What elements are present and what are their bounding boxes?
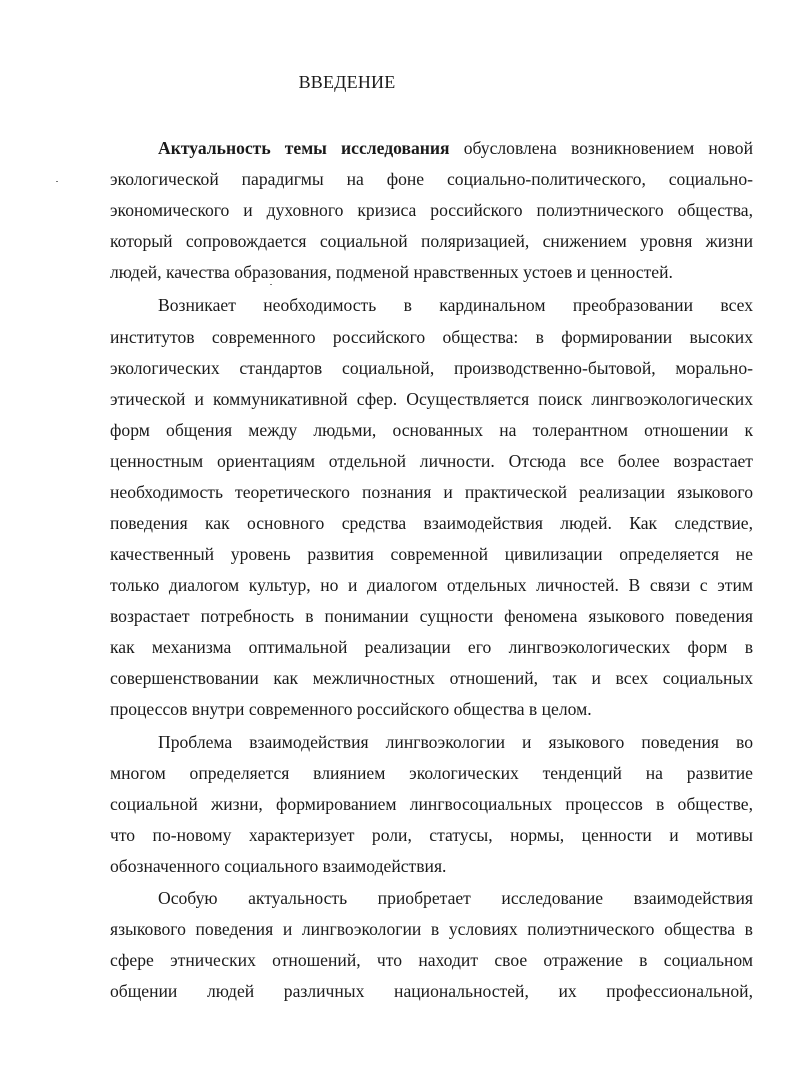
page-title: ВВЕДЕНИЕ [298,72,396,92]
paragraph-2-line-14: процессов внутри современного российского общества в целом. [110,699,592,719]
paragraph-3-line-5: обозначенного социального взаимодействия. [110,856,447,876]
paragraph-1-line-3: экономического и духовного кризиса российского полиэтнического общества, [110,200,753,220]
paragraph-1-line-1-text: обусловлена возникновением новой [449,138,753,158]
paragraph-2-line-11: возрастает потребность в понимании сущности феномена языкового поведения [110,606,753,626]
paragraph-3-line-3: социальной жизни, формированием лингвосоциальных процессов в обществе, [110,794,753,814]
paragraph-4-line-3: сфере этнических отношений, что находит свое отражение в социальном [110,950,753,970]
paragraph-2-line-13: совершенствовании как межличностных отношений, так и всех социальных [110,668,753,688]
paragraph-1-lead-bold: Актуальность темы исследования [158,138,450,158]
paragraph-4-line-4: общении людей различных национальностей, их профессиональной, [110,981,753,1001]
paragraph-3-line-2: многом определяется влиянием экологических тенденций на развитие [110,763,753,783]
scan-speck [56,181,58,182]
paragraph-2-line-4: этической и коммуникативной сфер. Осуществляется поиск лингвоэкологических [110,389,753,409]
paragraph-1-line-1 [158,137,753,159]
paragraph-1-line-2: экологической парадигмы на фоне социально-политического, социально- [110,169,753,189]
paragraph-3-line-1: Проблема взаимодействия лингвоэкологии и языкового поведения во [158,732,753,752]
paragraph-2-line-7: необходимость теоретического познания и практической реализации языкового [110,482,753,502]
scan-speck [270,284,272,285]
paragraph-2-line-2: институтов современного российского общества: в формировании высоких [110,327,753,347]
paragraph-2-line-6: ценностным ориентациям отдельной личности. Отсюда все более возрастает [110,451,753,471]
paragraph-2-line-8: поведения как основного средства взаимодействия людей. Как следствие, [110,513,753,533]
paragraph-4-line-1: Особую актуальность приобретает исследование взаимодействия [158,888,753,908]
paragraph-2-line-9: качественный уровень развития современной цивилизации определяется не [110,544,753,564]
paragraph-3-line-4: что по-новому характеризует роли, статусы, нормы, ценности и мотивы [110,825,753,845]
paragraph-2-line-3: экологических стандартов социальной, производственно-бытовой, морально- [110,358,753,378]
paragraph-2-line-5: форм общения между людьми, основанных на толерантном отношении к [110,420,753,440]
paragraph-2-line-12: как механизма оптимальной реализации его лингвоэкологических форм в [110,637,753,657]
paragraph-1-line-5: людей, качества образования, подменой нравственных устоев и ценностей. [110,262,673,282]
paragraph-2-line-10: только диалогом культур, но и диалогом отдельных личностей. В связи с этим [110,575,753,595]
paragraph-2-line-1: Возникает необходимость в кардинальном преобразовании всех [158,295,753,315]
paragraph-1-line-4: который сопровождается социальной поляризацией, снижением уровня жизни [110,231,753,251]
paragraph-4-line-2: языкового поведения и лингвоэкологии в условиях полиэтнического общества в [110,919,753,939]
